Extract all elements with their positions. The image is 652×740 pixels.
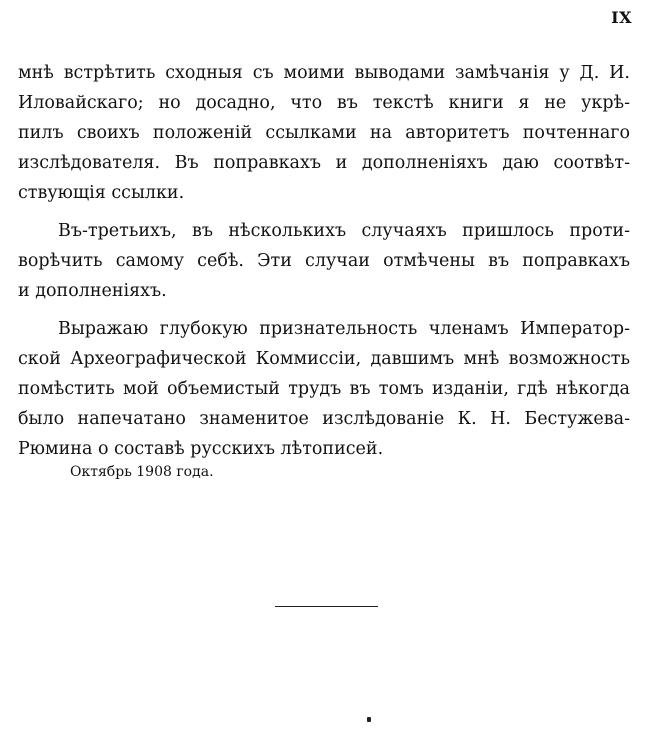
paragraph-2 bbox=[18, 216, 630, 306]
text-line: было напечатано знаменитое изслѣдованіе К. Н. Бестужева- bbox=[18, 409, 630, 429]
section-divider bbox=[275, 606, 378, 607]
text-line: помѣстить мой объемистый трудъ въ томъ изданіи, гдѣ нѣкогда bbox=[18, 379, 630, 399]
text-line: изслѣдователя. Въ поправкахъ и дополненіяхъ даю соотвѣт- bbox=[18, 153, 630, 173]
text-line: Въ-третьихъ, въ нѣсколькихъ случаяхъ пришлось проти- bbox=[58, 221, 630, 241]
text-line: Выражаю глубокую признательность членамъ Император- bbox=[58, 319, 630, 339]
text-line: Рюмина о составѣ русскихъ лѣтописей. bbox=[18, 439, 384, 459]
paragraph-3 bbox=[18, 314, 630, 464]
text-line: пилъ своихъ положеній ссылками на авторитетъ почтеннаго bbox=[18, 123, 630, 143]
page-number: IX bbox=[611, 8, 632, 27]
text-line: ворѣчить самому себѣ. Эти случаи отмѣчены въ поправкахъ bbox=[18, 251, 630, 271]
text-line: мнѣ встрѣтить сходныя съ моими выводами замѣчанія у Д. И. bbox=[18, 63, 630, 83]
text-line: Иловайскаго; но досадно, что въ текстѣ книги я не укрѣ- bbox=[18, 93, 630, 113]
body-text bbox=[18, 58, 630, 464]
text-line: и дополненіяхъ. bbox=[18, 281, 167, 301]
date-signature: Октябрь 1908 года. bbox=[70, 464, 214, 480]
text-line: ствующія ссылки. bbox=[18, 183, 185, 203]
print-mark bbox=[367, 717, 371, 722]
text-line: ской Археографической Коммиссіи, давшимъ мнѣ возможность bbox=[18, 349, 630, 369]
paragraph-1 bbox=[18, 58, 630, 208]
